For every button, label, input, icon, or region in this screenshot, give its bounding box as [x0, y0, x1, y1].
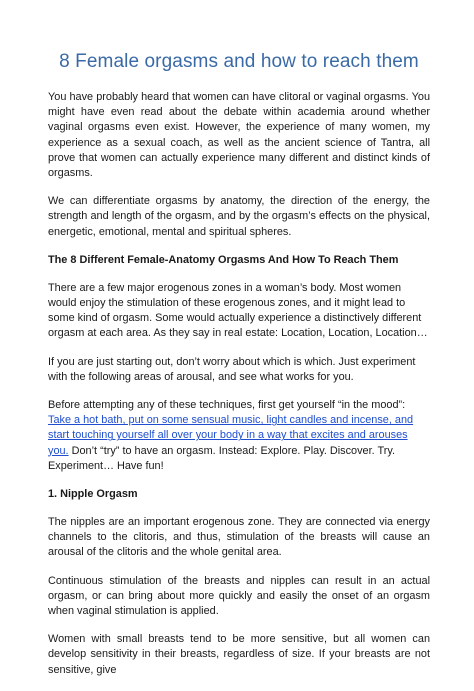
starting-out-paragraph: If you are just starting out, don’t worry about which is which. Just experiment with the following areas of arousal, and see what works for you.: [48, 355, 416, 383]
section-heading-nipple-orgasm: 1. Nipple Orgasm: [48, 488, 138, 501]
erogenous-zones-paragraph: There are a few major erogenous zones in a woman’s body. Most women would enjoy the stimulation of these erogenous zones, and it might lead to some kind of orgasm. Some would actually experience a distinctively different orgasm at each area. As they say in real estate: Location, Location, Location…: [48, 281, 428, 340]
nipples-paragraph: The nipples are an important erogenous zone. They are connected via energy channels to the clitoris, and thus, stimulation of the breasts will cause an arousal of the clitoris and the whole genital area.: [48, 516, 430, 559]
section-heading-orgasms: The 8 Different Female-Anatomy Orgasms And How To Reach Them: [48, 253, 399, 266]
intro-paragraph: You have probably heard that women can have clitoral or vaginal orgasms. You might have even read about the debate within academia around whether vaginal orgasms even exist. However, the experience of many women, my experience as a sexual coach, as well as the ancient science of Tantra, all prove that women can actually experience many different and distinct kinds of orgasms.: [48, 91, 430, 180]
small-breasts-paragraph: Women with small breasts tend to be more sensitive, but all women can develop sensitivity in their breasts, regardless of size. If your breasts are not sensitive, give: [48, 633, 430, 676]
document-page: [48, 50, 430, 691]
mood-paragraph-end: Don’t “try” to have an orgasm. Instead: Explore. Play. Discover. Try. Experiment… Have fun!: [48, 444, 396, 472]
document-title: 8 Female orgasms and how to reach them: [59, 51, 419, 72]
mood-paragraph-start: Before attempting any of these techniques, first get yourself “in the mood”:: [48, 399, 406, 412]
stimulation-paragraph: Continuous stimulation of the breasts and nipples can result in an actual orgasm, or can bring about more quickly and easily the onset of an orgasm when vaginal stimulation is applied.: [48, 574, 430, 618]
differentiate-paragraph: We can differentiate orgasms by anatomy, the direction of the energy, the strength and length of the orgasm, and by the orgasm’s effects on the physical, energetic, emotional, mental and spiritual spheres.: [48, 195, 430, 238]
mood-paragraph: [48, 398, 430, 474]
mood-link[interactable]: Take a hot bath, put on some sensual music, light candles and incense, and start touching yourself all over your body in a way that excites and arouses you.: [48, 414, 414, 457]
